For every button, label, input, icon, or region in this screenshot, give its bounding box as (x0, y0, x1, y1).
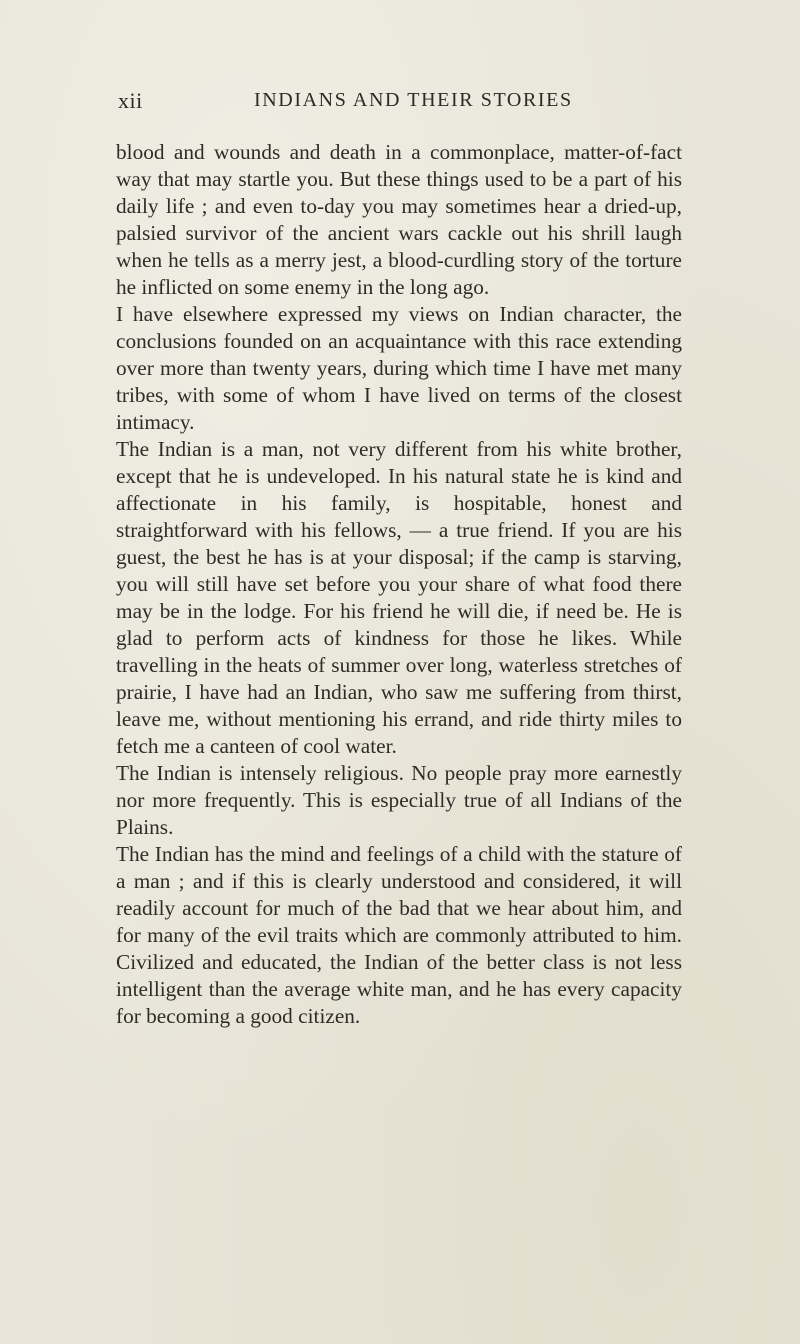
paragraph: The Indian is a man, not very different from his white brother, except that he is undeveloped. In his natural state he is kind and affectionate in his family, is hospitable, honest and straightforward with his fellows, — a true friend. If you are his guest, the best he has is at your disposal; if the camp is starving, you will still have set before you your share of what food there may be in the lodge. For his friend he will die, if need be. He is glad to perform acts of kindness for those he likes. While travelling in the heats of summer over long, waterless stretches of prairie, I have had an Indian, who saw me suffering from thirst, leave me, without mentioning his errand, and ride thirty miles to fetch me a canteen of cool water. (116, 437, 682, 758)
paragraph: blood and wounds and death in a commonplace, matter-of-fact way that may startle you. But these things used to be a part of his daily life ; and even to-day you may sometimes hear a dried-up, palsied survivor of the ancient wars cackle out his shrill laugh when he tells as a merry jest, a blood-curdling story of the torture he inflicted on some enemy in the long ago. (116, 140, 682, 299)
running-head (118, 88, 678, 118)
page-number: xii (118, 88, 143, 113)
paragraph: I have elsewhere expressed my views on Indian character, the conclusions founded on an acquaintance with this race extending over more than twenty years, during which time I have met many tribes, with some of whom I have lived on terms of the closest intimacy. (116, 302, 682, 434)
paragraph: The Indian is intensely religious. No people pray more earnestly nor more frequently. This is especially true of all Indians of the Plains. (116, 761, 682, 839)
running-title: INDIANS AND THEIR STORIES (254, 89, 573, 111)
body-text (116, 139, 682, 1030)
paragraph: The Indian has the mind and feelings of a child with the stature of a man ; and if this is clearly understood and considered, it will readily account for much of the bad that we hear about him, and for many of the evil traits which are commonly attributed to him. Civilized and educated, the Indian of the better class is not less intelligent than the average white man, and he has every capacity for becoming a good citizen. (116, 842, 682, 1028)
